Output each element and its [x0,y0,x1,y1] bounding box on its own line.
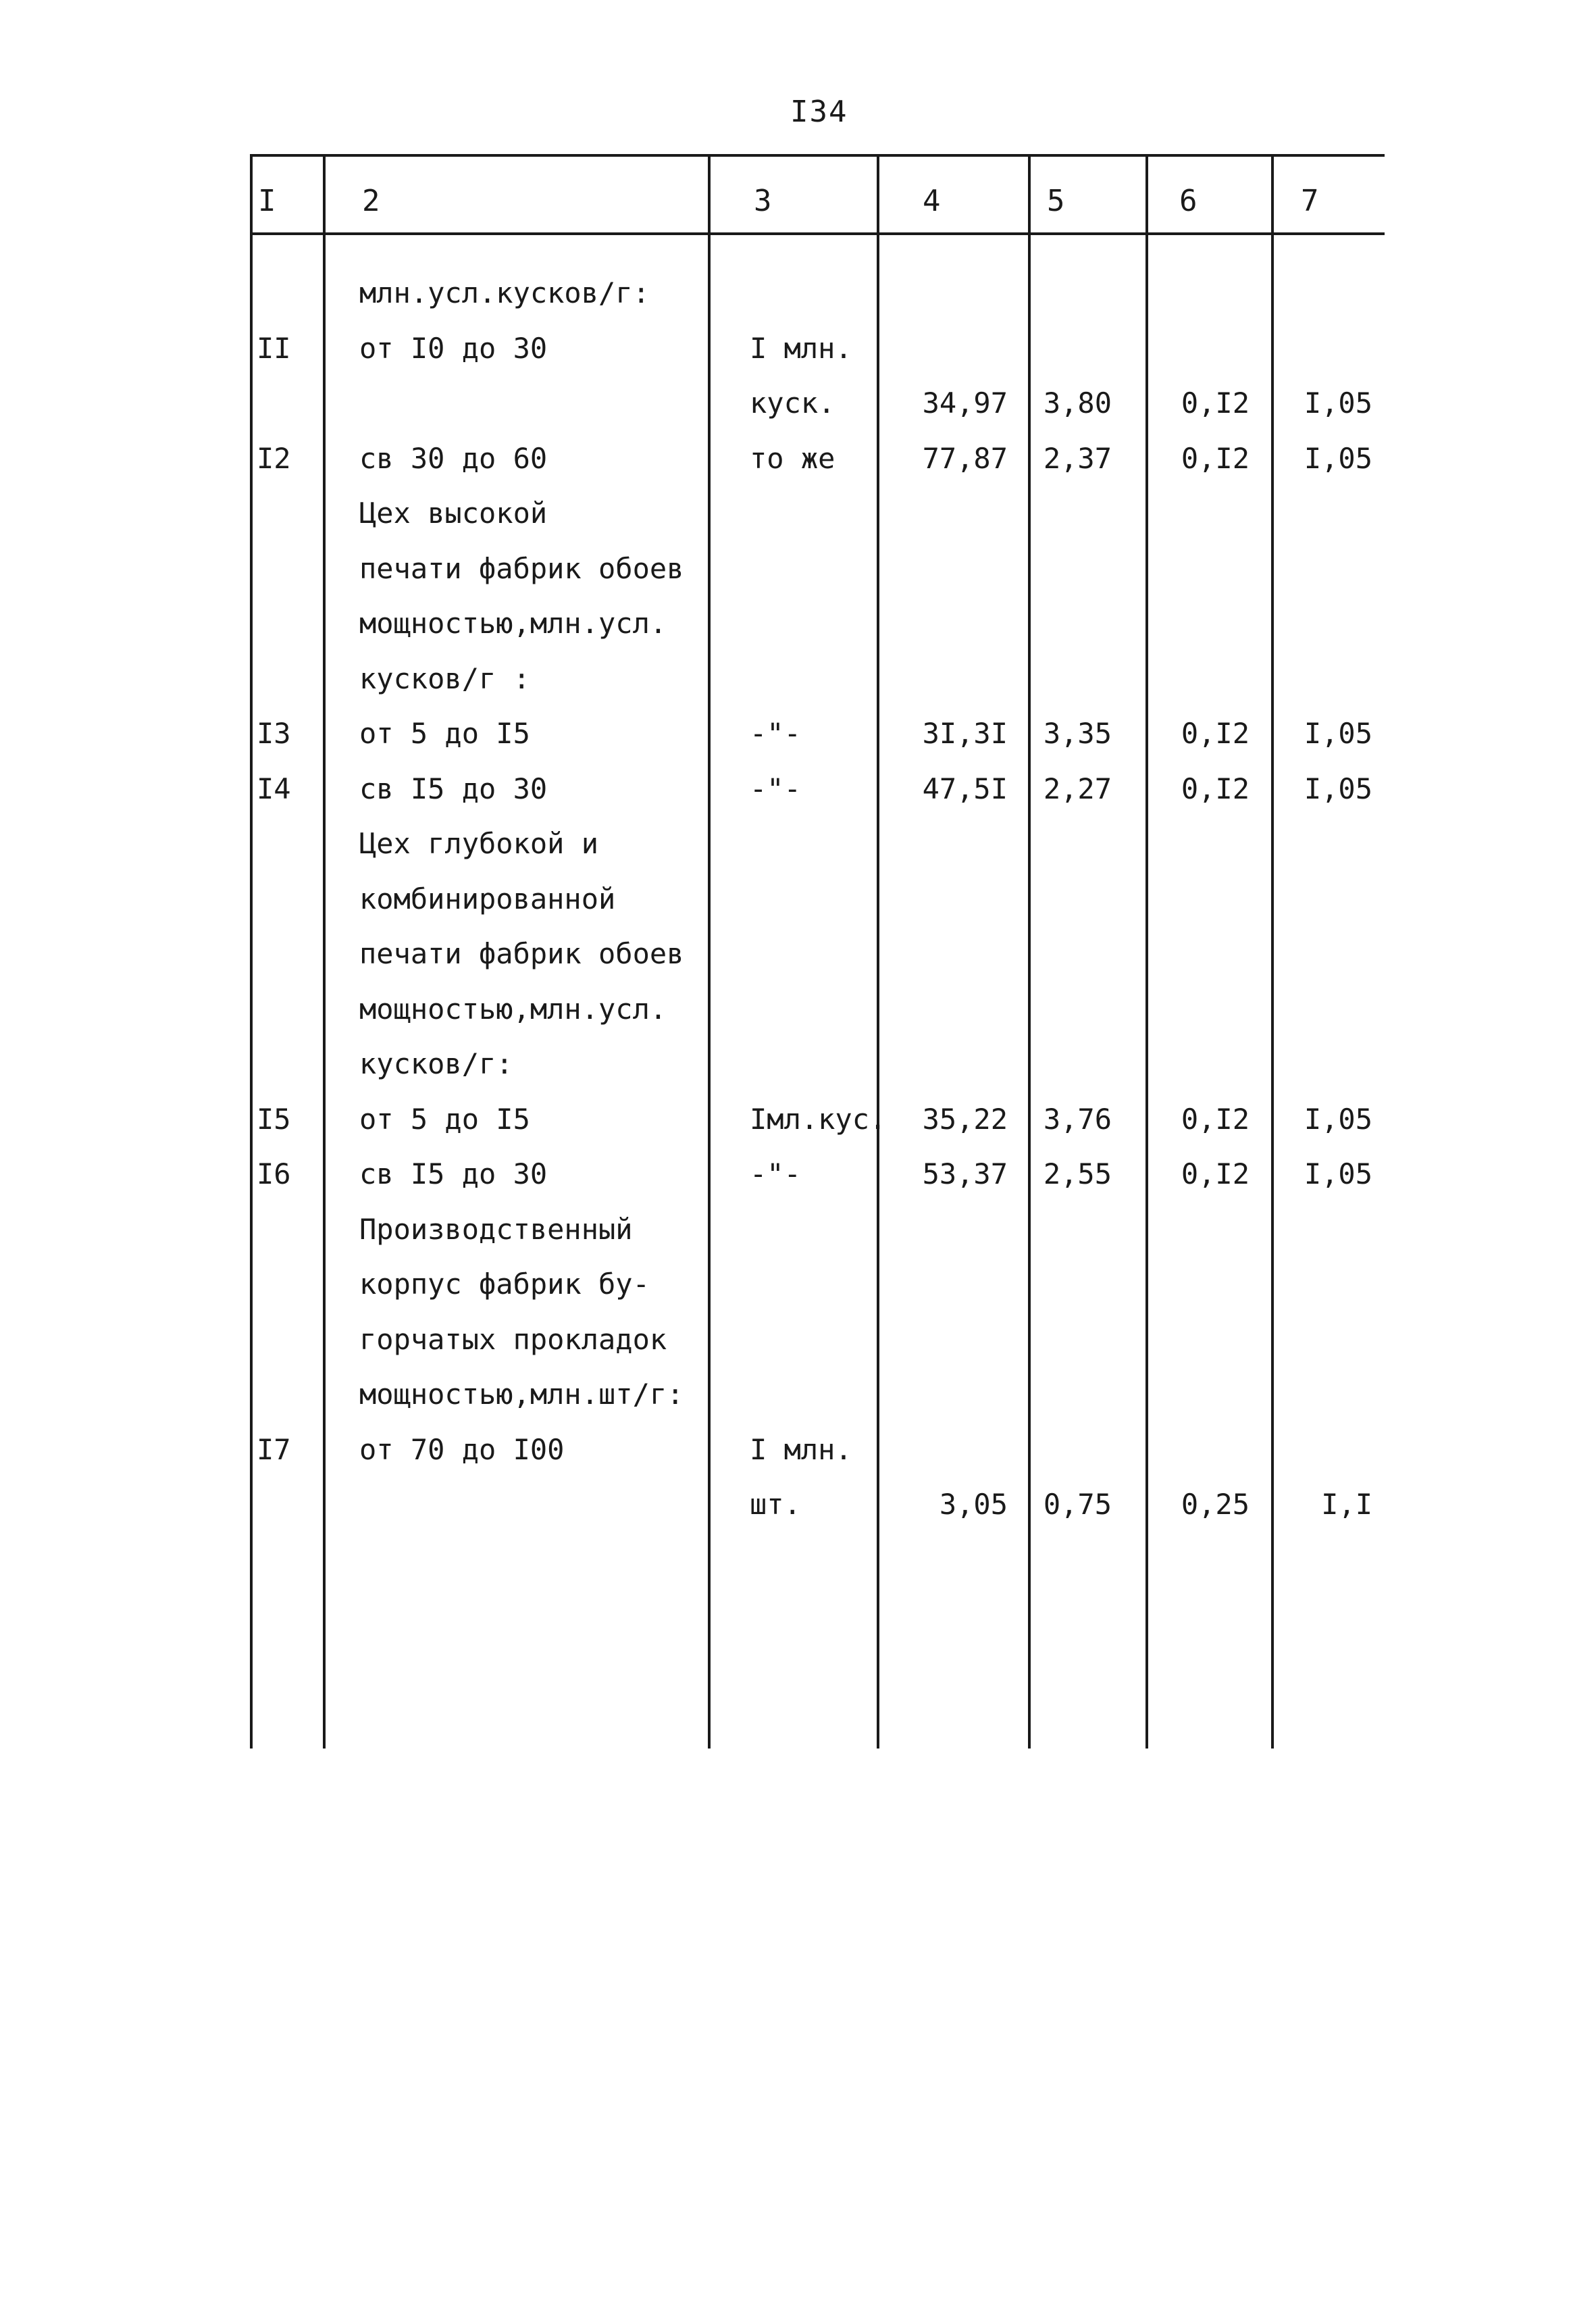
cell-r10-c2: св I5 до 30 [359,772,548,805]
cell-r23-c6: 0,25 [1181,1488,1250,1521]
column-divider-4 [877,154,879,1749]
cell-r9-c4: 3I,3I [922,717,1008,750]
cell-r2-c2: от I0 до 30 [359,331,548,365]
cell-r17-c3: -"- [750,1157,801,1190]
cell-r3-c6: 0,I2 [1181,386,1250,420]
cell-r16-c6: 0,I2 [1181,1102,1250,1136]
cell-r10-c3: -"- [750,772,801,805]
cell-r4-c5: 2,37 [1043,441,1112,475]
header-cell-7: 7 [1301,184,1319,218]
cell-r2-c1: II [257,331,291,365]
header-cell-1: I [258,184,276,218]
cell-r14-c2: мощностью,млн.усл. [359,992,667,1026]
table-top-border [250,154,1385,157]
cell-r17-c1: I6 [257,1157,291,1190]
cell-r3-c5: 3,80 [1043,386,1112,420]
cell-r10-c7: I,05 [1304,772,1372,805]
cell-r4-c2: св 30 до 60 [359,441,548,475]
header-cell-3: 3 [754,184,772,218]
cell-r9-c7: I,05 [1304,717,1372,750]
cell-r22-c3: I млн. [750,1432,852,1466]
cell-r17-c2: св I5 до 30 [359,1157,548,1190]
cell-r15-c2: кусков/г: [359,1047,513,1080]
column-divider-2 [323,154,326,1749]
cell-r4-c1: I2 [257,441,291,475]
cell-r9-c6: 0,I2 [1181,717,1250,750]
cell-r21-c2: мощностью,млн.шт/г: [359,1378,684,1411]
header-cell-2: 2 [362,184,380,218]
header-cell-5: 5 [1047,184,1065,218]
cell-r23-c5: 0,75 [1043,1488,1112,1521]
cell-r13-c2: печати фабрик обоев [359,937,684,970]
cell-r23-c4: 3,05 [939,1488,1008,1521]
cell-r8-c2: кусков/г : [359,661,530,695]
cell-r17-c6: 0,I2 [1181,1157,1250,1190]
column-divider-5 [1028,154,1031,1749]
cell-r16-c4: 35,22 [922,1102,1008,1136]
cell-r22-c2: от 70 до I00 [359,1432,565,1466]
cell-r4-c7: I,05 [1304,441,1372,475]
cell-r11-c2: Цех глубокой и [359,827,599,860]
cell-r10-c4: 47,5I [922,772,1008,805]
cell-r12-c2: комбинированной [359,882,616,915]
cell-r16-c1: I5 [257,1102,291,1136]
cell-r16-c2: от 5 до I5 [359,1102,530,1136]
cell-r2-c3: I млн. [750,331,852,365]
header-bottom-border [250,232,1385,235]
cell-r9-c3: -"- [750,717,801,750]
cell-r17-c4: 53,37 [922,1157,1008,1190]
cell-r4-c6: 0,I2 [1181,441,1250,475]
header-cell-4: 4 [923,184,941,218]
cell-r22-c1: I7 [257,1432,291,1466]
cell-r18-c2: Производственный [359,1212,633,1246]
cell-r10-c6: 0,I2 [1181,772,1250,805]
cell-r3-c7: I,05 [1304,386,1372,420]
cell-r5-c2: Цех высокой [359,497,548,530]
cell-r9-c5: 3,35 [1043,717,1112,750]
cell-r3-c3: куск. [750,386,835,420]
data-table [250,154,1385,1749]
cell-r16-c5: 3,76 [1043,1102,1112,1136]
cell-r23-c3: шт. [750,1488,801,1521]
cell-r4-c3: то же [750,441,835,475]
cell-r7-c2: мощностью,млн.усл. [359,607,667,640]
cell-r19-c2: корпус фабрик бу- [359,1267,650,1301]
cell-r10-c1: I4 [257,772,291,805]
cell-r10-c5: 2,27 [1043,772,1112,805]
cell-r17-c7: I,05 [1304,1157,1372,1190]
column-divider-7 [1271,154,1274,1749]
column-divider-3 [708,154,711,1749]
cell-r9-c1: I3 [257,717,291,750]
cell-r6-c2: печати фабрик обоев [359,551,684,585]
column-divider-1 [250,154,253,1749]
header-cell-6: 6 [1179,184,1198,218]
cell-r9-c2: от 5 до I5 [359,717,530,750]
column-divider-6 [1145,154,1148,1749]
cell-r23-c7: I,I [1321,1488,1372,1521]
cell-r3-c4: 34,97 [922,386,1008,420]
cell-r20-c2: горчатых прокладок [359,1322,667,1356]
cell-r4-c4: 77,87 [922,441,1008,475]
cell-r1-c2: млн.усл.кусков/г: [359,276,650,309]
page-number: I34 [790,95,848,129]
cell-r17-c5: 2,55 [1043,1157,1112,1190]
cell-r16-c3: Iмл.кус. [750,1102,887,1136]
cell-r16-c7: I,05 [1304,1102,1372,1136]
